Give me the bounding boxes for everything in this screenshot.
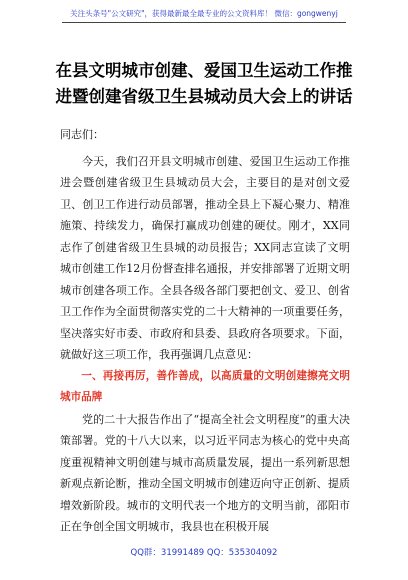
footer-contact-link[interactable]: QQ群：31991489 QQ：535304092 — [130, 548, 278, 558]
header-notice-link[interactable]: 关注头条号"公文研究"，获得最新最全最专业的公文资料库！ 微信：gongwenyj — [70, 9, 338, 18]
document-body — [60, 124, 350, 538]
page-title — [40, 58, 368, 110]
title-line-1: 在县文明城市创建、爱国卫生运动工作推 — [55, 61, 353, 80]
paragraph-2: 党的二十大报告作出了“提高全社会文明程度”的重大决策部署。党的十八大以来，以习近平同志为核心的党中央高度重视精神文明创建与城市高质量发展，提出一系列新思想新观点新论断，推动全国文明城市创建迈向守正创新、提质增效新阶段。城市的文明代表一个地方的文明当前，邵阳市正在争创全国文明城市，我县也在积极开展 — [60, 412, 350, 533]
paragraph-1: 今天，我们召开县文明城市创建、爱国卫生运动工作推进会暨创建省级卫生县城动员大会，主要目的是对创文爱卫、创卫工作进行动员部署，推动全县上下凝心聚力、精准施策、持续发力，确保打赢成功创建的硬仗。刚才，XX同志作了创建省级卫生县城的动员报告；XX同志宣读了文明城市创建工作12月份督查排名通报，并安排部署了近期文明城市创建各项工作。全县各级各部门要把创文、爱卫、创省卫工作作为全面贯彻落实党的二十大精神的一项重要任务，坚决落实好市委、市政府和县委、县政府各项要求。下面，就做好这三项工作，我再强调几点意见： — [60, 154, 350, 361]
section-heading-1: 一、再接再厉，善作善成，以高质量的文明创建擦亮文明城市品牌 — [60, 369, 350, 403]
header-divider — [62, 22, 346, 23]
salutation: 同志们： — [60, 128, 104, 141]
title-line-2: 进暨创建省级卫生县城动员大会上的讲话 — [55, 87, 353, 106]
